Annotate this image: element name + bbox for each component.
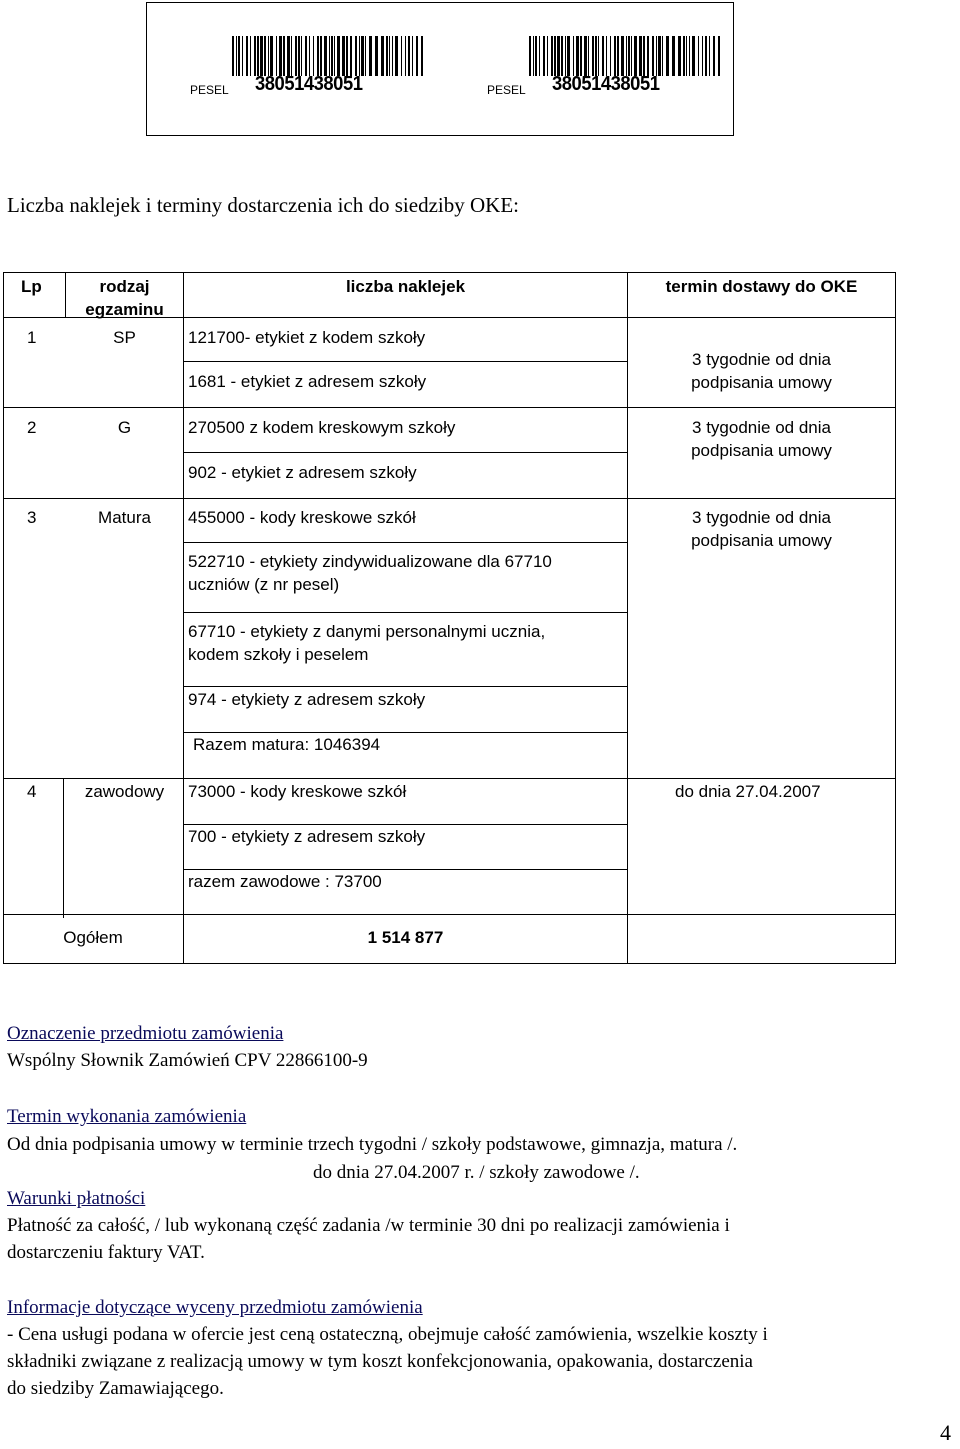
- row3-item2-line2: uczniów (z nr pesel): [188, 575, 340, 594]
- barcode-stripe: [617, 36, 619, 76]
- heading-informacje: Informacje dotyczące wyceny przedmiotu zamówienia: [7, 1297, 423, 1318]
- heading-oznaczenie: Oznaczenie przedmiotu zamówienia: [7, 1023, 284, 1044]
- barcode-stripe: [551, 36, 553, 76]
- barcode-stripe: [365, 36, 366, 76]
- total-value: 1 514 877: [367, 928, 444, 947]
- barcode-stripe: [672, 36, 675, 76]
- table-rule: [183, 272, 184, 964]
- barcode-stripe: [713, 36, 715, 76]
- barcode-stripe: [561, 36, 563, 76]
- barcode-sticker-left: [147, 3, 440, 135]
- barcode-stripe: [395, 36, 398, 76]
- barcode-bars-left: [232, 36, 427, 76]
- barcode-stripe: [686, 36, 687, 76]
- barcode-stripe: [567, 36, 570, 76]
- barcode-stripe: [533, 36, 534, 76]
- table-border: [895, 272, 896, 964]
- barcode-stripe: [301, 36, 302, 76]
- barcode-stripe: [543, 36, 545, 76]
- total-label: Ogółem: [63, 928, 123, 947]
- row1-item1: 121700- etykiet z kodem szkoły: [188, 328, 426, 347]
- barcode-stripe: [232, 36, 234, 76]
- barcode-stripe: [324, 36, 327, 76]
- row1-termin-line2: podpisania umowy: [691, 373, 832, 392]
- barcode-stripe: [246, 36, 248, 76]
- barcode-stripe: [718, 36, 720, 76]
- header-termin: termin dostawy do OKE: [665, 277, 858, 296]
- row3-item4: 974 - etykiety z adresem szkoły: [188, 690, 426, 709]
- barcode-stripe: [361, 36, 364, 76]
- barcode-stripe: [683, 36, 685, 76]
- barcode-stripe: [389, 36, 390, 76]
- row1-item2: 1681 - etykiet z adresem szkoły: [188, 372, 427, 391]
- barcode-stripe: [242, 36, 243, 76]
- row1-termin-line1: 3 tygodnie od dnia: [692, 350, 831, 369]
- barcode-stripe: [689, 36, 690, 76]
- row4-total: razem zawodowe : 73700: [188, 872, 382, 891]
- barcode-stripe: [580, 36, 582, 76]
- barcode-stripe: [588, 36, 589, 76]
- barcode-stripe: [283, 36, 285, 76]
- barcode-stripe: [375, 36, 378, 76]
- table-border: [3, 272, 896, 273]
- row3-item3-line1: 67710 - etykiety z danymi personalnymi ucznia,: [188, 622, 546, 641]
- barcode-stripe: [678, 36, 681, 76]
- row2-item1: 270500 z kodem kreskowym szkoły: [188, 418, 456, 437]
- row4-termin: do dnia 27.04.2007: [675, 782, 821, 801]
- text-warunki-1: Płatność za całość, / lub wykonaną część zadania /w terminie 30 dni po realizacji zamówienia i: [7, 1215, 730, 1236]
- barcode-stripe: [606, 36, 607, 76]
- row3-termin: [628, 506, 895, 552]
- row4-item2: 700 - etykiety z adresem szkoły: [188, 827, 426, 846]
- barcode-stripe: [260, 36, 263, 76]
- row3-item3: [188, 620, 545, 666]
- barcode-stripe: [709, 36, 710, 76]
- barcode-stripe: [346, 36, 348, 76]
- barcode-bars-right: [529, 36, 724, 76]
- row3-item2-line1: 522710 - etykiety zindywidualizowane dla 67710: [188, 552, 552, 571]
- section-title: Liczba naklejek i terminy dostarczenia ich do siedziby OKE:: [7, 193, 519, 217]
- barcode-stripe: [355, 36, 357, 76]
- row3-termin-line1: 3 tygodnie od dnia: [692, 508, 831, 527]
- text-warunki-2: dostarczeniu faktury VAT.: [7, 1242, 205, 1263]
- barcode-stripe: [401, 36, 402, 76]
- barcode-stripe: [626, 36, 627, 76]
- table-rule: [3, 778, 896, 779]
- header-rodzaj-line2: egzaminu: [85, 300, 164, 319]
- barcode-stripe: [592, 36, 594, 76]
- table-border: [3, 963, 896, 964]
- barcode-stripe: [610, 36, 611, 76]
- barcode-stripe: [317, 36, 319, 76]
- barcode-stripe: [666, 36, 669, 76]
- barcode-stripe: [279, 36, 282, 76]
- barcode-stripe: [631, 36, 632, 76]
- barcode-stripe: [236, 36, 237, 76]
- row2-lp: 2: [27, 418, 37, 437]
- pesel-number-right: 38051438051: [552, 73, 660, 95]
- page-number: 4: [940, 1420, 951, 1445]
- header-rodzaj: [66, 275, 183, 321]
- barcode-stripe: [313, 36, 314, 76]
- heading-warunki: Warunki płatności: [7, 1188, 146, 1209]
- barcode-stripe: [386, 36, 388, 76]
- table-border: [3, 272, 4, 964]
- barcode-stripe: [628, 36, 630, 76]
- barcode-stripe: [264, 36, 266, 76]
- barcode-stripe: [350, 36, 352, 76]
- barcode-stripe: [369, 36, 372, 76]
- labels-table: [3, 272, 896, 964]
- barcode-stripe: [331, 36, 333, 76]
- barcode-stripe: [639, 36, 642, 76]
- barcode-stripe: [557, 36, 560, 76]
- barcode-stripe: [287, 36, 290, 76]
- row2-termin-line1: 3 tygodnie od dnia: [692, 418, 831, 437]
- barcode-stripe: [412, 36, 413, 76]
- barcode-stripe: [652, 36, 654, 76]
- barcode-stripe: [381, 36, 384, 76]
- barcode-stripe: [416, 36, 418, 76]
- barcode-stripe: [565, 36, 566, 76]
- barcode-stripe: [692, 36, 695, 76]
- barcode-stripe: [529, 36, 531, 76]
- barcode-stripe: [539, 36, 540, 76]
- barcode-stripe: [276, 36, 277, 76]
- table-rule: [184, 452, 628, 453]
- table-rule: [184, 612, 628, 613]
- header-liczba: liczba naklejek: [345, 277, 466, 296]
- barcode-stripe: [329, 36, 330, 76]
- barcode-stripe: [602, 36, 604, 76]
- pesel-number-left: 38051438051: [255, 73, 363, 95]
- row1-termin: [628, 348, 895, 394]
- row3-item2: [188, 550, 552, 596]
- barcode-stripe: [270, 36, 273, 76]
- barcode-stripe: [405, 36, 406, 76]
- row3-lp: 3: [27, 508, 37, 527]
- barcode-stripe: [662, 36, 663, 76]
- row3-item1: 455000 - kody kreskowe szkół: [188, 508, 416, 527]
- barcode-stripe: [643, 36, 645, 76]
- barcode-stripe: [598, 36, 599, 76]
- row3-rodzaj: Matura: [98, 508, 151, 527]
- barcode-stripe: [634, 36, 637, 76]
- table-rule: [3, 498, 896, 499]
- barcode-sticker-right: [444, 3, 737, 135]
- barcode-stripe: [392, 36, 393, 76]
- pesel-label-left: PESEL: [190, 83, 229, 97]
- barcode-stripe: [698, 36, 699, 76]
- barcode-stripe: [614, 36, 616, 76]
- row2-termin: [628, 416, 895, 462]
- barcode-stripe: [702, 36, 703, 76]
- row2-rodzaj: G: [117, 418, 132, 437]
- barcode-stripe: [408, 36, 410, 76]
- barcode-stripe: [656, 36, 657, 76]
- barcode-stripe: [334, 36, 335, 76]
- barcode-stripe: [291, 36, 292, 76]
- barcode-stripe: [535, 36, 537, 76]
- barcode-stripe: [298, 36, 300, 76]
- text-informacje-2: składniki związane z realizacją umowy w tym koszt konfekcjonowania, opakowania, dostarczenia: [7, 1351, 753, 1372]
- text-informacje-3: do siedziby Zamawiającego.: [7, 1378, 224, 1399]
- row3-item3-line2: kodem szkoły i peselem: [188, 645, 369, 664]
- barcode-stripe: [250, 36, 251, 76]
- table-rule: [3, 407, 896, 408]
- barcode-stripe: [337, 36, 340, 76]
- table-rule: [184, 686, 628, 687]
- barcode-stripe: [268, 36, 269, 76]
- text-termin-2: do dnia 27.04.2007 r. / szkoły zawodowe /.: [313, 1162, 640, 1183]
- text-cpv: Wspólny Słownik Zamówień CPV 22866100-9: [7, 1050, 368, 1071]
- barcode-stripe: [595, 36, 597, 76]
- row2-termin-line2: podpisania umowy: [691, 441, 832, 460]
- barcode-stripe: [254, 36, 256, 76]
- row1-rodzaj: SP: [113, 328, 136, 347]
- barcode-stripe: [295, 36, 297, 76]
- barcode-stripe: [576, 36, 579, 76]
- row1-lp: 1: [27, 328, 37, 347]
- table-rule: [184, 542, 628, 543]
- row4-lp: 4: [27, 782, 37, 801]
- row3-termin-line2: podpisania umowy: [691, 531, 832, 550]
- barcode-sample-box: [146, 2, 734, 136]
- barcode-stripe: [584, 36, 587, 76]
- row4-item1: 73000 - kody kreskowe szkół: [188, 782, 407, 801]
- table-rule: [184, 361, 628, 362]
- barcode-stripe: [359, 36, 360, 76]
- row4-rodzaj: zawodowy: [84, 782, 165, 801]
- header-rodzaj-line1: rodzaj: [99, 277, 150, 296]
- barcode-stripe: [705, 36, 707, 76]
- barcode-stripe: [647, 36, 649, 76]
- barcode-stripe: [342, 36, 345, 76]
- barcode-stripe: [238, 36, 240, 76]
- barcode-stripe: [320, 36, 322, 76]
- row3-total: Razem matura: 1046394: [193, 735, 381, 754]
- barcode-stripe: [573, 36, 574, 76]
- text-termin-1: Od dnia podpisania umowy w terminie trzech tygodni / szkoły podstawowe, gimnazja, matura /.: [7, 1134, 738, 1155]
- barcode-stripe: [547, 36, 548, 76]
- barcode-stripe: [621, 36, 624, 76]
- pesel-label-right: PESEL: [487, 83, 526, 97]
- heading-termin: Termin wykonania zamówienia: [7, 1106, 247, 1127]
- header-lp: Lp: [21, 277, 42, 296]
- barcode-stripe: [257, 36, 259, 76]
- barcode-stripe: [554, 36, 556, 76]
- barcode-stripe: [658, 36, 661, 76]
- barcode-stripe: [421, 36, 423, 76]
- barcode-stripe: [305, 36, 307, 76]
- row2-item2: 902 - etykiet z adresem szkoły: [188, 463, 417, 482]
- table-rule: [63, 778, 64, 918]
- text-informacje-1: - Cena usługi podana w ofercie jest ceną ostateczną, obejmuje całość zamówienia, wszelkie koszty i: [7, 1324, 768, 1345]
- barcode-stripe: [309, 36, 310, 76]
